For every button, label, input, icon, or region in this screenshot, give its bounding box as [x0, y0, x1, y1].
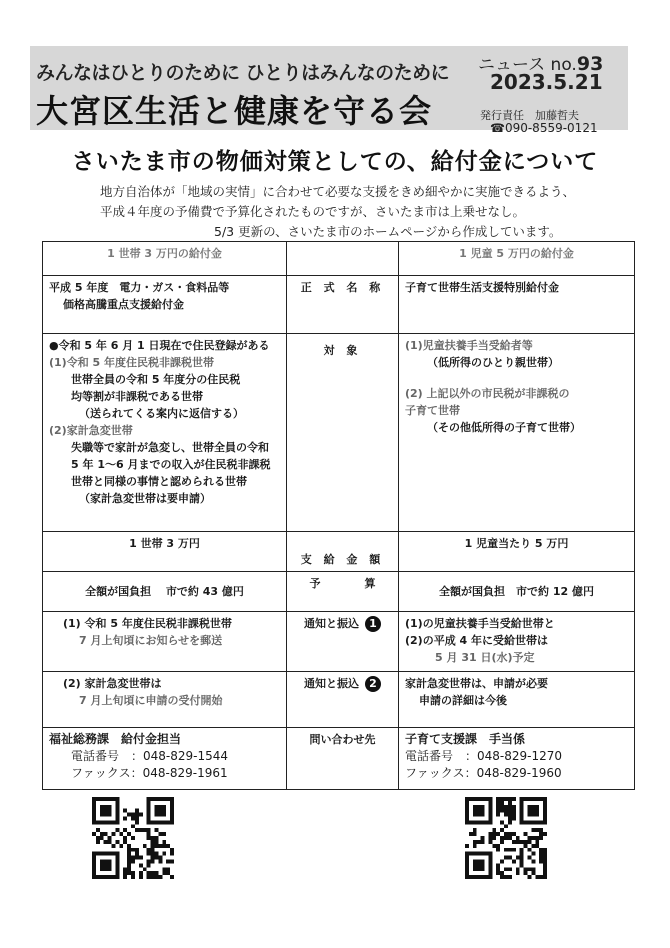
label-notice-2-text: 通知と振込: [304, 677, 359, 690]
notice1-child-line-3: 5 月 31 日(水)予定: [435, 651, 535, 664]
page-title: さいたま市の物価対策としての、給付金について: [71, 149, 599, 175]
target-household-line-8: 5 年 1～6 月までの収入が住民税非課税: [71, 458, 271, 471]
intro-line-3: 5/3 更新の、さいたま市のホームページから作成しています。: [214, 224, 562, 239]
label-budget: [287, 572, 399, 612]
amount-household: 1 世帯 3 万円: [43, 532, 287, 572]
row-official-name: [43, 276, 635, 334]
news-date: 2023.5.21: [490, 70, 603, 94]
target-household-line-10: （家計急変世帯は要申請）: [79, 492, 211, 505]
notice2-child-line-1: 家計急変世帯は、申請が必要: [405, 677, 548, 690]
target-household: [43, 334, 287, 532]
official-name-household-line-1: 平成 5 年度 電力・ガス・食料品等: [49, 281, 230, 294]
official-name-child-line-1: 子育て世帯生活支援特別給付金: [405, 281, 559, 294]
publisher-phone: ☎090-8559-0121: [490, 121, 598, 135]
target-child-line-5: （その他低所得の子育て世帯）: [427, 421, 581, 434]
label-budget-b: 算: [364, 577, 376, 590]
notice1-child-line-2: (2)の平成 4 年に受給世帯は: [405, 634, 549, 647]
label-contact: 問い合わせ先: [287, 728, 399, 790]
official-name-child: [399, 276, 635, 334]
target-child-line-1: (1)児童扶養手当受給者等: [405, 339, 533, 352]
contact-household: [43, 728, 287, 790]
circled-number-1: 1: [365, 616, 381, 632]
contact-household-phone: 電話番号 ：048-829-1544: [71, 749, 229, 763]
intro-line-1: 地方自治体が「地域の実情」に合わせて必要な支援をきめ細やかに実施できるよう、: [100, 184, 576, 199]
notice2-household: [43, 672, 287, 728]
contact-household-dept: 福祉総務課 給付金担当: [49, 732, 182, 746]
notice2-household-line-2: 7 月上旬頃に申請の受付開始: [79, 694, 223, 707]
target-child-line-2: （低所得のひとり親世帯）: [427, 356, 559, 369]
label-target: 対 象: [287, 334, 399, 532]
target-child-line-4: 子育て世帯: [405, 404, 460, 417]
benefit-table: [42, 241, 635, 790]
notice1-household-line-2: 7 月上旬頃にお知らせを郵送: [79, 634, 223, 647]
row-budget: [43, 572, 635, 612]
target-household-line-4: 均等割が非課税である世帯: [71, 390, 203, 403]
label-official-name: 正 式 名 称: [287, 276, 399, 334]
row-notice-2: [43, 672, 635, 728]
notice1-child: [399, 612, 635, 672]
official-name-household: [43, 276, 287, 334]
intro-line-2: 平成４年度の予備費で予算化されたものですが、さいたま市は上乗せなし。: [100, 204, 526, 219]
qr-code-right[interactable]: [465, 797, 547, 879]
target-household-line-2: (1)令和 5 年度住民税非課税世帯: [49, 356, 215, 369]
header-household: 1 世帯 3 万円の給付金: [43, 242, 287, 276]
org-name: 大宮区生活と健康を守る会: [36, 92, 433, 130]
publisher: 発行責任 加藤哲夫: [480, 109, 579, 122]
row-amount: [43, 532, 635, 572]
official-name-household-line-2: 価格高騰重点支援給付金: [63, 298, 184, 311]
budget-child: 全額が国負担 市で約 12 億円: [399, 572, 635, 612]
notice2-household-line-1: (2) 家計急変世帯は: [63, 677, 162, 690]
slogan: みんなはひとりのために ひとりはみんなのために: [36, 62, 450, 84]
label-amount: 支 給 金 額: [287, 532, 399, 572]
target-household-line-9: 世帯と同様の事情と認められる世帯: [71, 475, 247, 488]
label-notice-2: [287, 672, 399, 728]
notice1-household: [43, 612, 287, 672]
budget-household: 全額が国負担 市で約 43 億円: [43, 572, 287, 612]
row-target: [43, 334, 635, 532]
qr-code-left[interactable]: [92, 797, 174, 879]
contact-child: [399, 728, 635, 790]
target-child-line-3: (2) 上記以外の市民税が非課税の: [405, 387, 570, 400]
target-household-line-5: （送られてくる案内に返信する）: [79, 407, 244, 420]
label-notice-1: [287, 612, 399, 672]
target-household-line-1: ●令和 5 年 6 月 1 日現在で住民登録がある: [49, 339, 270, 352]
circled-number-2: 2: [365, 676, 381, 692]
table-header-row: [43, 242, 635, 276]
label-budget-a: 予: [309, 577, 321, 590]
news-label: ニュース no.: [478, 55, 577, 75]
contact-child-dept: 子育て支援課 手当係: [405, 732, 526, 746]
target-household-line-3: 世帯全員の令和 5 年度分の住民税: [71, 373, 241, 386]
news-no: 93: [576, 53, 604, 75]
row-notice-1: [43, 612, 635, 672]
notice2-child: [399, 672, 635, 728]
notice1-household-line-1: (1) 令和 5 年度住民税非課税世帯: [63, 617, 232, 630]
header-blank: [287, 242, 399, 276]
contact-child-fax: ファックス：048-829-1960: [405, 766, 562, 780]
header-child: 1 児童 5 万円の給付金: [399, 242, 635, 276]
target-household-line-6: (2)家計急変世帯: [49, 424, 133, 437]
target-household-line-7: 失職等で家計が急変し、世帯全員の令和: [71, 441, 269, 454]
amount-child: 1 児童当たり 5 万円: [399, 532, 635, 572]
row-contact: [43, 728, 635, 790]
target-child: [399, 334, 635, 532]
contact-household-fax: ファックス：048-829-1961: [71, 766, 228, 780]
notice1-child-line-1: (1)の児童扶養手当受給世帯と: [405, 617, 555, 630]
notice2-child-line-2: 申請の詳細は今後: [419, 694, 507, 707]
label-notice-1-text: 通知と振込: [304, 617, 359, 630]
contact-child-phone: 電話番号 ：048-829-1270: [405, 749, 563, 763]
